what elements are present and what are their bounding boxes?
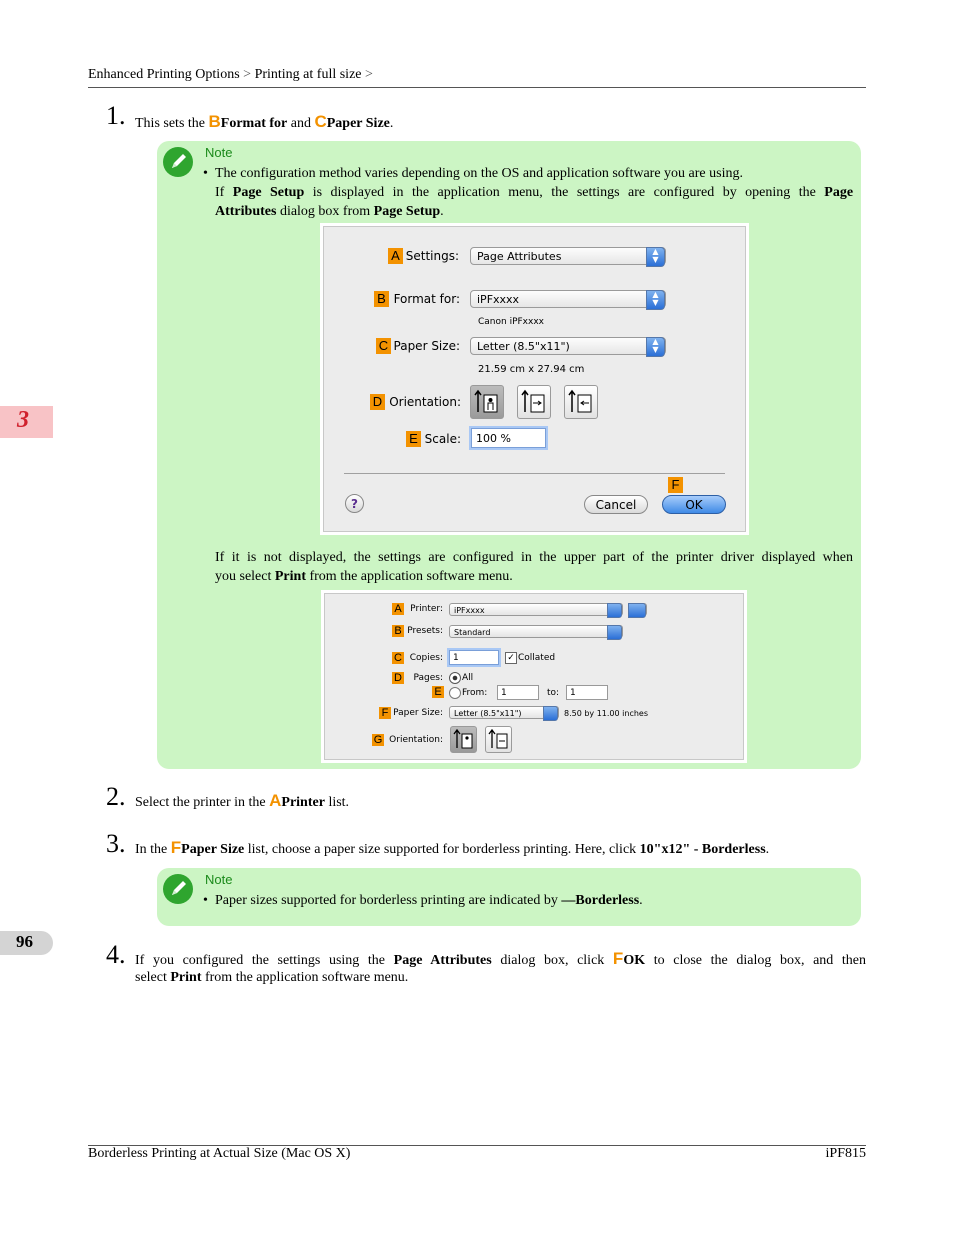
cancel-button[interactable]: Cancel	[584, 495, 648, 514]
paper-size-detail: 21.59 cm x 27.94 cm	[478, 364, 585, 375]
help-button[interactable]: ?	[345, 494, 364, 513]
step-text: Select the printer in the APrinter list.	[135, 791, 350, 810]
popup-arrows-icon: ▲ ▼	[646, 290, 665, 310]
popup-arrows-icon	[607, 625, 622, 640]
popup-arrows-icon: ▲ ▼	[646, 337, 665, 357]
orientation-portrait-button[interactable]	[470, 385, 504, 419]
callout-letter: E	[432, 686, 444, 698]
presets-popup[interactable]: Standard	[449, 625, 623, 638]
note-box	[157, 868, 861, 926]
step-text-part: and	[290, 116, 311, 131]
step-text: If you configured the settings using the Page Attributes dialog box, click FOK to close the dialog box, and then	[135, 949, 867, 968]
footer-model: iPF815	[825, 1146, 866, 1161]
step-number: 1.	[106, 101, 126, 130]
breadcrumb-separator: >	[243, 67, 252, 82]
callout-letter: C	[392, 652, 404, 664]
ok-button[interactable]: OK	[662, 495, 726, 514]
orientation-label: Orientation:	[389, 395, 461, 409]
collated-label: Collated	[518, 653, 556, 663]
portrait-icon	[451, 727, 476, 752]
callout-letter: D	[392, 672, 404, 684]
ui-term: Printer	[281, 795, 325, 810]
page-number-tab	[0, 931, 53, 955]
breadcrumb-separator: >	[365, 67, 373, 82]
scale-input[interactable]: 100 %	[471, 428, 546, 448]
to-label: to:	[547, 688, 560, 698]
ui-term: Print	[170, 970, 202, 985]
footer-title[interactable]: Borderless Printing at Actual Size (Mac OS X)	[88, 1146, 351, 1161]
callout-letter: C	[376, 338, 391, 354]
note-bullet: •	[203, 893, 208, 908]
paper-size-label: Paper Size:	[393, 339, 460, 353]
popup-arrows-icon: ▲ ▼	[646, 247, 665, 267]
pencil-icon	[163, 147, 193, 177]
step-text: select Print from the application software menu.	[135, 970, 409, 985]
ui-term: Format for	[220, 116, 288, 131]
breadcrumb-item[interactable]: Printing at full size	[254, 67, 362, 82]
landscape-icon	[518, 386, 550, 418]
step-text-part: .	[389, 116, 394, 131]
to-input[interactable]: 1	[566, 685, 608, 700]
format-for-detail: Canon iPFxxxx	[478, 317, 544, 327]
callout-letter: B	[374, 291, 389, 307]
settings-label: Settings:	[405, 249, 459, 263]
disclosure-triangle-icon	[628, 603, 646, 618]
note-label: Note	[205, 872, 233, 887]
orientation-reverse-landscape-button[interactable]	[564, 385, 598, 419]
callout-letter: F	[668, 477, 683, 493]
step-number: 2.	[106, 782, 126, 811]
pages-all-radio[interactable]	[449, 672, 461, 684]
callout-letter: D	[370, 394, 385, 410]
orientation-landscape-button[interactable]	[517, 385, 551, 419]
format-for-popup[interactable]: iPFxxxx ▲ ▼	[470, 290, 666, 308]
popup-arrows-icon	[607, 603, 622, 618]
paper-size-dimensions: 8.50 by 11.00 inches	[564, 709, 649, 718]
popup-arrows-icon	[543, 706, 558, 721]
paper-size-popup[interactable]: Letter (8.5"x11")	[449, 706, 559, 719]
print-dialog	[324, 593, 744, 760]
pages-all-label: All	[462, 673, 474, 683]
breadcrumb	[88, 67, 373, 83]
callout-letter: F	[612, 949, 624, 968]
settings-popup[interactable]: Page Attributes ▲ ▼	[470, 247, 666, 265]
disclosure-button[interactable]	[630, 603, 647, 616]
reverse-landscape-icon	[565, 386, 597, 418]
note-box	[157, 141, 861, 769]
callout-letter: B	[208, 112, 221, 131]
orientation-label: Orientation:	[389, 735, 443, 745]
callout-letter: A	[392, 603, 404, 615]
step-number: 3.	[106, 829, 126, 858]
ui-term: 10"x12" - Borderless	[639, 842, 766, 857]
chapter-number: 3	[17, 407, 29, 433]
callout-letter: C	[314, 112, 327, 131]
page-number: 96	[16, 932, 33, 951]
callout-letter: G	[373, 734, 383, 746]
callout-letter: A	[269, 791, 282, 810]
dialog-divider	[344, 473, 725, 474]
from-input[interactable]: 1	[497, 685, 539, 700]
callout-letter: A	[388, 248, 403, 264]
note-line: you select Print from the application software menu.	[215, 569, 513, 584]
orientation-portrait-button[interactable]	[450, 726, 477, 753]
paper-size-label: Paper Size:	[393, 708, 443, 718]
note-line: If Page Setup is displayed in the application menu, the settings are configured by opening the Page	[215, 185, 854, 200]
breadcrumb-item[interactable]: Enhanced Printing Options	[88, 67, 240, 82]
format-for-label: Format for:	[393, 292, 460, 306]
page-attributes-dialog	[323, 226, 746, 532]
copies-label: Copies:	[409, 653, 443, 663]
note-label: Note	[205, 145, 233, 160]
callout-letter: B	[392, 625, 404, 637]
callout-letter: F	[170, 838, 182, 857]
callout-letter: F	[379, 707, 391, 719]
pages-label: Pages:	[413, 673, 443, 683]
step-text	[135, 112, 393, 133]
presets-label: Presets:	[407, 626, 443, 636]
step-text-part: This sets the	[135, 116, 205, 131]
note-line: Paper sizes supported for borderless printing are indicated by —Borderless.	[215, 893, 643, 908]
note-line: Attributes dialog box from Page Setup.	[215, 204, 444, 219]
printer-label: Printer:	[410, 604, 443, 614]
header-rule	[88, 87, 866, 88]
printer-popup[interactable]: iPFxxxx	[449, 603, 623, 616]
note-line: The configuration method varies depending on the OS and application software you are using.	[215, 166, 743, 181]
collated-checkbox[interactable]: ✓	[505, 652, 517, 664]
landscape-icon	[486, 727, 511, 752]
pages-from-radio[interactable]	[449, 687, 461, 699]
scale-label: Scale:	[424, 432, 461, 446]
ui-term: Page Attributes	[393, 953, 492, 968]
callout-letter: E	[406, 431, 421, 447]
portrait-icon	[471, 386, 503, 418]
step-number: 4.	[106, 940, 126, 969]
copies-input[interactable]: 1	[449, 650, 499, 665]
note-line: If it is not displayed, the settings are configured in the upper part of the printer driver displayed when	[215, 550, 853, 565]
note-bullet: •	[203, 166, 208, 181]
ui-term: Paper Size	[181, 842, 245, 857]
chapter-tab[interactable]	[0, 406, 53, 438]
orientation-landscape-button[interactable]	[485, 726, 512, 753]
ui-term: OK	[623, 953, 646, 968]
step-text: In the FPaper Size list, choose a paper size supported for borderless printing. Here, click 10"x12" - Borderless.	[135, 838, 770, 857]
from-label: From:	[462, 688, 488, 698]
paper-size-popup[interactable]: Letter (8.5"x11") ▲ ▼	[470, 337, 666, 355]
ui-term: Paper Size	[326, 116, 390, 131]
pencil-icon	[163, 874, 193, 904]
